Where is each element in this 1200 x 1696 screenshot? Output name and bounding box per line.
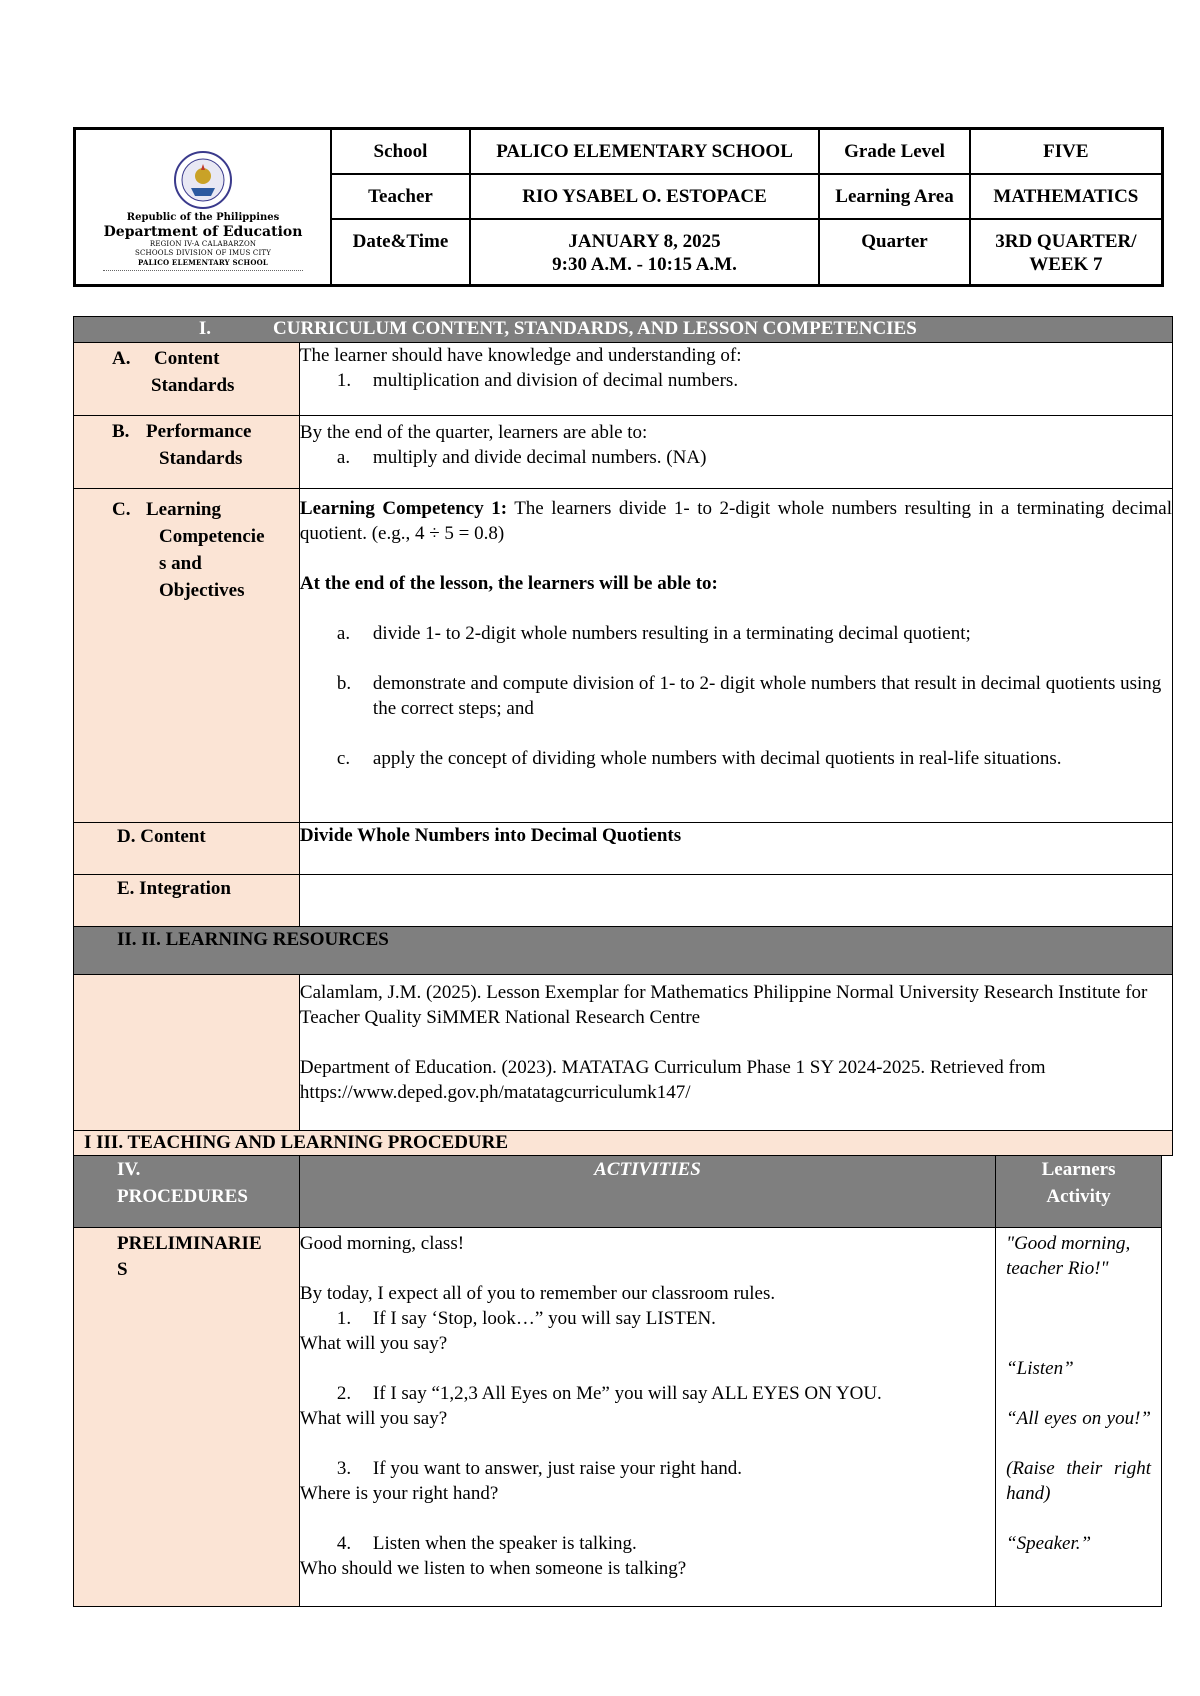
reference-item: Department of Education. (2023). MATATAG Curriculum Phase 1 SY 2024-2025. Retrieved from https://www.deped.gov.ph/matatagcurriculumk147/ — [299, 1057, 1046, 1103]
list-item: a. multiply and divide decimal numbers. (NA) — [336, 447, 707, 468]
performance-standards-intro: By the end of the quarter, learners are able to: — [299, 422, 648, 443]
header-table — [73, 127, 1164, 287]
response-greeting: "Good morning, teacher Rio!" — [1006, 1233, 1131, 1279]
content-standards-letter: A. — [112, 348, 131, 369]
rule-question: What will you say? — [299, 1408, 448, 1429]
time-text: 9:30 A.M. - 10:15 A.M. — [552, 253, 737, 275]
learning-competencies-line3: s and — [159, 553, 202, 574]
rules-intro: By today, I expect all of you to remember our classroom rules. — [299, 1283, 776, 1304]
content-standards-cell — [299, 343, 1172, 416]
performance-standards-letter: B. — [112, 421, 130, 442]
section-2-header: II. II. LEARNING RESOURCES — [74, 927, 1173, 975]
rule-item: 1. If I say ‘Stop, look…” you will say LISTEN. — [336, 1308, 716, 1329]
section-3-header: I III. TEACHING AND LEARNING PROCEDURE — [74, 1131, 1173, 1156]
response-speaker: “Speaker.” — [1006, 1533, 1092, 1554]
logo-region-text: REGION IV-A CALABARZON — [149, 239, 257, 248]
deped-seal-icon — [173, 150, 233, 210]
content-standards-line1: Content — [154, 348, 220, 369]
lesson-plan-table — [73, 316, 1173, 1607]
learning-resources-cell — [299, 975, 1172, 1131]
section-1-number: I. — [198, 318, 211, 339]
quarter-text: 3RD QUARTER/ — [995, 230, 1137, 252]
performance-standards-line2: Standards — [159, 448, 243, 469]
response-raise-hand: (Raise their right hand) — [1006, 1458, 1151, 1504]
logo-school-text: PALICO ELEMENTARY SCHOOL — [138, 257, 269, 267]
preliminaries-activities-cell — [299, 1228, 995, 1607]
learning-competency-text: Learning Competency 1: The learners divide 1- to 2-digit whole numbers resulting in a terminating decimal quotient. (e.g., 4 ÷ 5 = 0.8) — [299, 498, 1172, 544]
grade-level-label: Grade Level — [819, 129, 970, 174]
objective-item: c. apply the concept of dividing whole numbers with decimal quotients in real-life situations. — [336, 748, 1062, 769]
objective-item: a. divide 1- to 2-digit whole numbers resulting in a terminating decimal quotient; — [336, 623, 971, 644]
list-item: 1. multiplication and division of decimal numbers. — [336, 370, 739, 391]
logo-divider — [103, 270, 303, 271]
learners-responses-cell — [996, 1228, 1162, 1607]
content-value: Divide Whole Numbers into Decimal Quotients — [299, 823, 1172, 875]
activities-column-header: ACTIVITIES — [299, 1156, 995, 1228]
rule-question: Who should we listen to when someone is talking? — [299, 1558, 687, 1579]
logo-department-text: Department of Education — [103, 223, 303, 240]
content-standards-line2: Standards — [151, 375, 235, 396]
objective-item: b. demonstrate and compute division of 1- to 2- digit whole numbers that result in decimal quotients using the correct steps; and — [336, 673, 1162, 719]
learning-competencies-cell — [299, 489, 1172, 823]
procedures-column-header: IV. PROCEDURES — [74, 1156, 300, 1228]
deped-logo-block — [75, 129, 332, 286]
objectives-intro: At the end of the lesson, the learners will be able to: — [299, 573, 718, 594]
learning-competencies-label — [74, 489, 300, 823]
rule-item: 4. Listen when the speaker is talking. — [336, 1533, 637, 1554]
learning-resources-label — [74, 975, 300, 1131]
rule-question: What will you say? — [299, 1333, 448, 1354]
datetime-value — [470, 219, 819, 286]
performance-standards-cell — [299, 416, 1172, 489]
teacher-value: RIO YSABEL O. ESTOPACE — [470, 174, 819, 219]
teacher-label: Teacher — [331, 174, 470, 219]
integration-value — [299, 875, 1172, 927]
rule-question: Where is your right hand? — [299, 1483, 499, 1504]
date-text: JANUARY 8, 2025 — [568, 230, 721, 252]
learning-competencies-letter: C. — [112, 499, 131, 520]
content-standards-intro: The learner should have knowledge and understanding of: — [299, 345, 742, 366]
learning-competencies-line4: Objectives — [159, 580, 245, 601]
section-1-title: CURRICULUM CONTENT, STANDARDS, AND LESSON COMPETENCIES — [273, 318, 917, 339]
week-text: WEEK 7 — [1029, 253, 1103, 275]
logo-division-text: SCHOOLS DIVISION OF IMUS CITY — [134, 248, 272, 257]
school-value: PALICO ELEMENTARY SCHOOL — [470, 129, 819, 174]
rule-item: 2. If I say “1,2,3 All Eyes on Me” you will say ALL EYES ON YOU. — [336, 1383, 882, 1404]
learning-competencies-line1: Learning — [146, 499, 221, 520]
datetime-label: Date&Time — [331, 219, 470, 286]
section-1-header — [74, 317, 1173, 343]
response-listen: “Listen” — [1006, 1358, 1074, 1379]
school-label: School — [331, 129, 470, 174]
rule-item: 3. If you want to answer, just raise your right hand. — [336, 1458, 743, 1479]
reference-item: Calamlam, J.M. (2025). Lesson Exemplar for Mathematics Philippine Normal University Research Institute for Teacher Quality SiMMER National Research Centre — [299, 982, 1148, 1028]
grade-level-value: FIVE — [970, 129, 1163, 174]
integration-label: E. Integration — [74, 875, 300, 927]
learning-area-label: Learning Area — [819, 174, 970, 219]
response-all-eyes: “All eyes on you!” — [1006, 1408, 1151, 1429]
learning-area-value: MATHEMATICS — [970, 174, 1163, 219]
learners-activity-column-header: Learners Activity — [996, 1156, 1162, 1228]
logo-republic-text: Republic of the Philippines — [126, 211, 280, 223]
performance-standards-line1: Performance — [146, 421, 252, 442]
performance-standards-label — [74, 416, 300, 489]
quarter-label: Quarter — [819, 219, 970, 286]
quarter-value — [970, 219, 1163, 286]
greeting-text: Good morning, class! — [299, 1233, 465, 1254]
preliminaries-label: PRELIMINARIE S — [74, 1228, 300, 1607]
learning-competencies-line2: Competencie — [159, 526, 265, 547]
content-standards-label — [74, 343, 300, 416]
content-label: D. Content — [74, 823, 300, 875]
